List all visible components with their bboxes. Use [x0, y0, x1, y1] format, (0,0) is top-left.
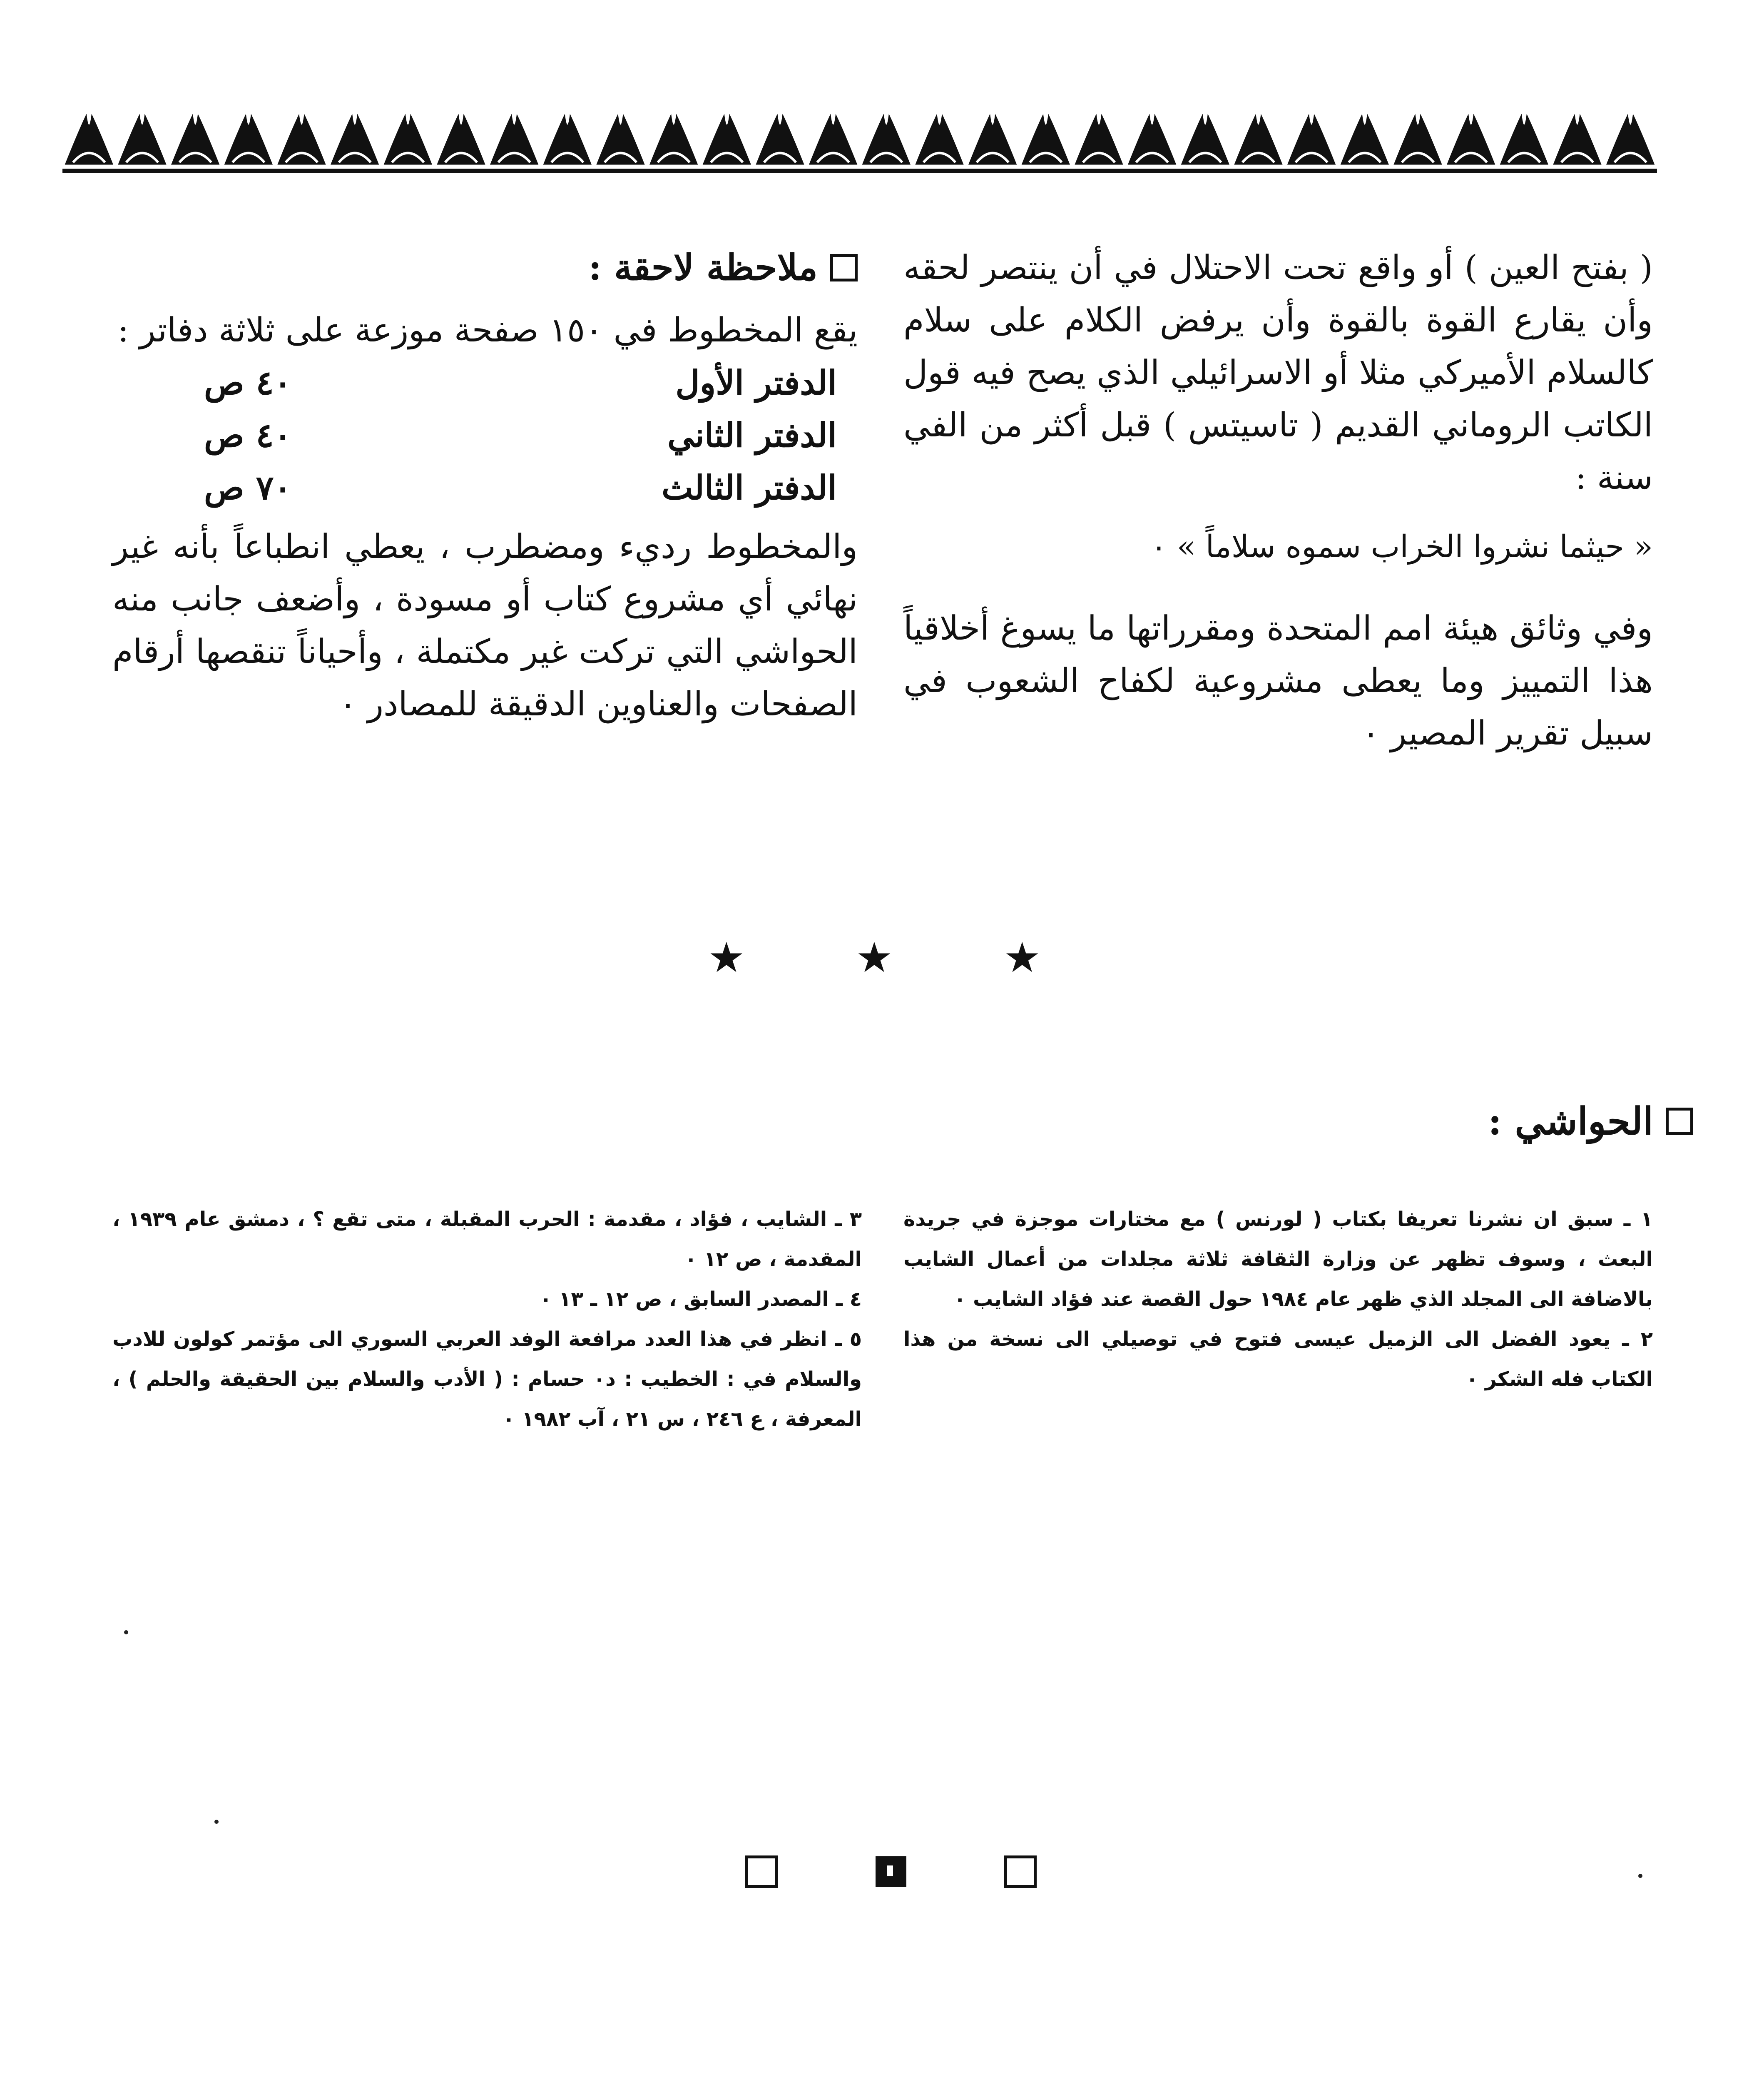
scan-speck: [124, 1630, 128, 1634]
ornament-leaf: [597, 115, 644, 164]
volume-row: [112, 461, 858, 514]
end-marks: [745, 1851, 1037, 1893]
footnote: [112, 1319, 862, 1439]
ornament-leaf: [1500, 115, 1548, 164]
footnotes-left: [112, 1199, 862, 1439]
footnotes-right: [903, 1199, 1653, 1399]
star-icon: ★: [1003, 933, 1041, 982]
ornament-leaf: [650, 115, 698, 164]
star-icon: ★: [708, 933, 745, 982]
ornament-leaf: [1075, 115, 1123, 164]
text-column-left: [112, 242, 858, 730]
footnote-number: ٤ ـ: [836, 1288, 862, 1311]
quotation: « حيثما نشروا الخراب سموه سلاماً » ٠: [1150, 529, 1653, 565]
ornament-leaf: [1234, 115, 1282, 164]
body-paragraph: ( بفتح العين ) أو واقع تحت الاحتلال في أن ينتصر لحقه وأن يقارع القوة بالقوة وأن يرفض الكلام على سلام كالسلام الأميركي مثلا أو الاسرائيلي الذي يصح فيه قول الكاتب الروماني القديم ( تاسيتس ) قبل أكثر من الفي سنة :: [903, 248, 1653, 497]
footnote: [112, 1279, 862, 1319]
scan-speck: [1638, 1874, 1642, 1878]
ornament-leaf: [172, 115, 219, 164]
ornament-leaf: [118, 115, 166, 164]
footnote: [112, 1199, 862, 1279]
square-bullet-icon: [830, 254, 858, 281]
footnote-number: ٥ ـ: [835, 1327, 862, 1351]
ornament-leaf: [437, 115, 485, 164]
footnote-number: ٢ ـ: [1622, 1327, 1653, 1351]
volume-name: الدفتر الثالث: [661, 468, 837, 507]
section-heading-text: ملاحظة لاحقة :: [588, 247, 818, 289]
volume-name: الدفتر الأول: [675, 363, 837, 402]
ornament-leaf: [384, 115, 432, 164]
ornament-leaf: [1607, 115, 1655, 164]
footnote: [903, 1199, 1653, 1319]
ornament-leaf: [331, 115, 379, 164]
star-icon: ★: [856, 933, 893, 982]
ornament-leaf: [65, 115, 113, 164]
footnote-text: يعود الفضل الى الزميل عيسى فتوح في توصيلي الى نسخة من هذا الكتاب فله الشكر ٠: [903, 1327, 1653, 1391]
ornament-leaf: [1341, 115, 1388, 164]
volume-pages: ٧٠ ص: [204, 468, 292, 507]
footnote: [903, 1319, 1653, 1399]
ornament-leaf: [862, 115, 910, 164]
volume-row: [112, 356, 858, 409]
ornament-border: [62, 106, 1657, 177]
volume-row: [112, 409, 858, 461]
footnote-text: المصدر السابق ، ص ١٢ ـ ١٣ ٠: [540, 1288, 829, 1311]
square-bullet-icon: [1666, 1108, 1693, 1135]
ornament-leaf: [543, 115, 591, 164]
ornament-leaf: [1128, 115, 1176, 164]
footnote-number: ٣ ـ: [835, 1208, 862, 1231]
ornament-leaf: [809, 115, 857, 164]
ornament-leaf: [969, 115, 1017, 164]
notes-heading-text: الحواشي :: [1488, 1099, 1653, 1143]
section-heading: [112, 242, 858, 294]
ornament-leaf: [756, 115, 804, 164]
ornament-leaf: [224, 115, 272, 164]
footnote-text: انظر في هذا العدد مرافعة الوفد العربي السوري الى مؤتمر كولون للادب والسلام في : الخطيب : د٠ حسام : ( الأدب والسلام بين الحقيقة والحلم ) ، المعرفة ، ع ٢٤٦ ، س ٢١ ، آب ١٩٨٢ ٠: [112, 1327, 862, 1431]
notes-heading: [1488, 1099, 1693, 1143]
filled-square-icon: [876, 1856, 906, 1887]
ornament-leaf: [1181, 115, 1229, 164]
ornament-leaf: [916, 115, 963, 164]
body-paragraph: يقع المخطوط في ١٥٠ صفحة موزعة على ثلاثة دفاتر :: [117, 311, 858, 349]
volume-name: الدفتر الثاني: [667, 416, 837, 455]
ornament-leaf: [1288, 115, 1336, 164]
empty-square-icon: [1004, 1855, 1037, 1888]
body-paragraph: والمخطوط رديء ومضطرب ، يعطي انطباعاً بأنه غير نهائي أي مشروع كتاب أو مسودة ، وأضعف جانب منه الحواشي التي تركت غير مكتملة ، وأحياناً تنقصها أرقام الصفحات والعناوين الدقيقة للمصادر ٠: [112, 527, 858, 723]
empty-square-icon: [745, 1855, 778, 1888]
ornament-leaf: [1447, 115, 1495, 164]
ornament-leaf: [1553, 115, 1601, 164]
footnote-number: ١ ـ: [1623, 1208, 1653, 1231]
star-separator: [708, 933, 1041, 983]
ornament-leaf: [703, 115, 751, 164]
footnote-text: الشايب ، فؤاد ، مقدمة : الحرب المقبلة ، متى تقع ؟ ، دمشق عام ١٩٣٩ ، المقدمة ، ص ١٢ ٠: [112, 1208, 862, 1271]
ornament-leaf: [1394, 115, 1442, 164]
ornament-leaf: [490, 115, 538, 164]
volume-list: [112, 356, 858, 514]
volume-pages: ٤٠ ص: [204, 363, 292, 402]
footnote-text: سبق ان نشرنا تعريفا بكتاب ( لورنس ) مع مختارات موجزة في جريدة البعث ، وسوف تظهر عن وزارة الثقافة ثلاثة مجلدات من أعمال الشايب بالاضافة الى المجلد الذي ظهر عام ١٩٨٤ حول القصة عند فؤاد الشايب ٠: [903, 1208, 1653, 1311]
body-paragraph: وفي وثائق هيئة امم المتحدة ومقرراتها ما يسوغ أخلاقياً هذا التمييز وما يعطى مشروعية لكفاح الشعوب في سبيل تقرير المصير ٠: [903, 609, 1653, 752]
volume-pages: ٤٠ ص: [204, 416, 292, 455]
text-column-right: [903, 242, 1653, 760]
scan-speck: [214, 1820, 219, 1824]
ornament-leaf: [278, 115, 326, 164]
ornament-leaf: [1022, 115, 1070, 164]
